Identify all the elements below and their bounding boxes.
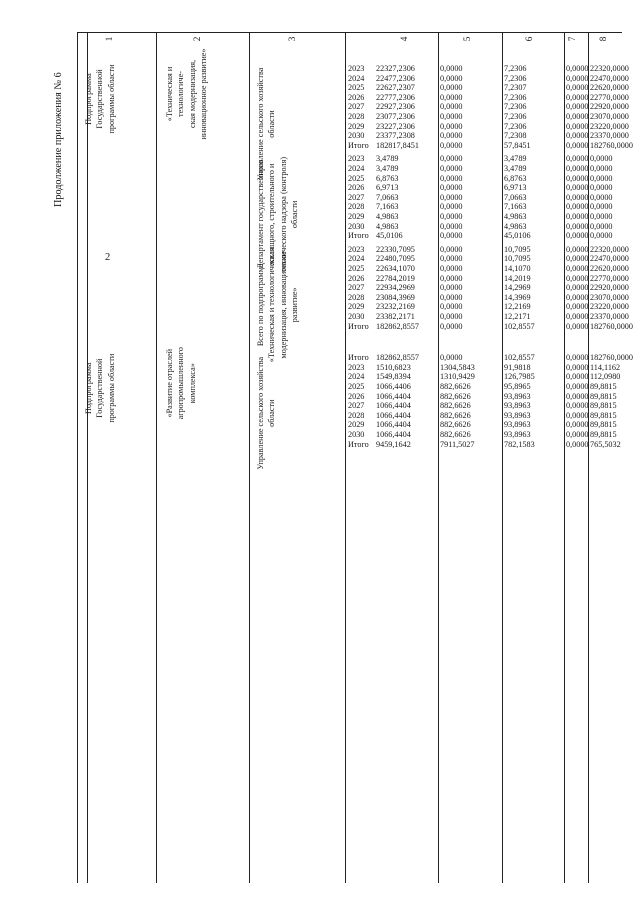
local-cell: 0,0000 — [566, 192, 589, 202]
regional-cell: 6,8763 — [504, 173, 527, 183]
extra-cell: 23370,0000 — [590, 312, 629, 321]
federal-cell: 0,0000 — [440, 202, 463, 212]
total-cell: 1510,6823 — [376, 362, 411, 372]
year-cell: 2023 — [348, 154, 365, 164]
regional-cell: 4,9863 — [504, 212, 527, 221]
federal-cell: 0,0000 — [440, 273, 463, 283]
local-cell: 0,0000 — [566, 92, 589, 102]
total-cell: 4,9863 — [376, 212, 399, 221]
regional-cell: 7,2307 — [504, 83, 527, 93]
column-header: 7 — [567, 36, 577, 42]
regional-cell: 6,9713 — [504, 183, 527, 193]
extra-cell: 22320,0000 — [590, 244, 629, 254]
local-cell: 0,0000 — [566, 121, 589, 131]
total-cell: 3,4789 — [376, 154, 399, 164]
regional-cell: 7,2308 — [504, 131, 527, 141]
federal-cell: 0,0000 — [440, 102, 463, 112]
total-cell: 22634,1070 — [376, 264, 415, 273]
regional-cell: 93,8963 — [504, 430, 531, 439]
regional-cell: 4,9863 — [504, 221, 527, 231]
regional-cell: 93,8963 — [504, 410, 531, 420]
year-cell: 2026 — [348, 92, 365, 102]
federal-cell: 0,0000 — [440, 173, 463, 183]
extra-cell: 0,0000 — [590, 231, 613, 241]
responsible-executor: Управление сельского хозяйства области — [256, 67, 277, 181]
local-cell: 0,0000 — [566, 410, 589, 420]
extra-cell: 182760,0000 — [590, 353, 633, 363]
year-cell: 2028 — [348, 112, 365, 121]
year-cell: 2026 — [348, 273, 365, 283]
local-cell: 0,0000 — [566, 244, 589, 254]
extra-cell: 0,0000 — [590, 192, 613, 202]
year-cell: 2028 — [348, 410, 365, 420]
responsible-executor: Всего по подпрограмме «Техническая и технологическая модернизация, инновационное развитие» — [256, 247, 300, 363]
local-cell: 0,0000 — [566, 64, 589, 73]
total-cell: 7,1663 — [376, 202, 399, 212]
local-cell: 0,0000 — [566, 154, 589, 164]
year-cell: 2024 — [348, 73, 365, 83]
local-cell: 0,0000 — [566, 439, 589, 449]
rotated-table-page — [22, 13, 633, 893]
total-cell: 9459,1642 — [376, 439, 411, 449]
subprogram-label: Подпрограмма Государственной программы области — [84, 353, 116, 423]
column-header: 3 — [287, 36, 297, 42]
year-cell: 2030 — [348, 430, 365, 439]
regional-cell: 95,8965 — [504, 382, 531, 391]
federal-cell: 882,6626 — [440, 391, 471, 401]
extra-cell: 112,0980 — [590, 372, 621, 382]
column-header: 1 — [104, 36, 114, 42]
local-cell: 0,0000 — [566, 302, 589, 312]
extra-cell: 89,8815 — [590, 382, 617, 391]
regional-cell: 14,2969 — [504, 283, 531, 293]
regional-cell: 14,2019 — [504, 273, 531, 283]
federal-cell: 0,0000 — [440, 254, 463, 264]
column-header: 5 — [462, 36, 472, 42]
regional-cell: 10,7095 — [504, 244, 531, 254]
year-cell: Итого — [348, 439, 369, 449]
responsible-executor: Управление сельского хозяйства области — [256, 356, 277, 470]
extra-cell: 23070,0000 — [590, 292, 629, 302]
year-cell: 2028 — [348, 292, 365, 302]
total-cell: 45,0106 — [376, 231, 403, 241]
year-cell: 2025 — [348, 382, 365, 391]
year-cell: 2029 — [348, 121, 365, 131]
federal-cell: 0,0000 — [440, 164, 463, 173]
extra-cell: 23220,0000 — [590, 121, 629, 131]
total-cell: 182862,8557 — [376, 321, 419, 331]
regional-cell: 7,2306 — [504, 73, 527, 83]
regional-cell: 57,8451 — [504, 140, 531, 150]
regional-cell: 7,1663 — [504, 202, 527, 212]
federal-cell: 882,6626 — [440, 382, 471, 391]
federal-cell: 7911,5027 — [440, 439, 475, 449]
federal-cell: 1304,5843 — [440, 362, 475, 372]
local-cell: 0,0000 — [566, 264, 589, 273]
regional-cell: 126,7985 — [504, 372, 535, 382]
extra-cell: 0,0000 — [590, 154, 613, 164]
column-divider — [502, 33, 503, 883]
regional-cell: 14,3969 — [504, 292, 531, 302]
column-header: 4 — [399, 36, 409, 42]
year-cell: 2023 — [348, 362, 365, 372]
total-cell: 1066,4406 — [376, 382, 411, 391]
year-cell: Итого — [348, 231, 369, 241]
extra-cell: 89,8815 — [590, 410, 617, 420]
total-cell: 23377,2308 — [376, 131, 415, 141]
regional-cell: 7,2306 — [504, 121, 527, 131]
subprogram-label: Подпрограмма Государственной программы области — [84, 64, 116, 134]
extra-cell: 114,1162 — [590, 362, 621, 372]
local-cell: 0,0000 — [566, 231, 589, 241]
regional-cell: 91,9818 — [504, 362, 531, 372]
extra-cell: 22620,0000 — [590, 264, 629, 273]
regional-cell: 45,0106 — [504, 231, 531, 241]
local-cell: 0,0000 — [566, 420, 589, 430]
federal-cell: 0,0000 — [440, 353, 463, 363]
federal-cell: 0,0000 — [440, 231, 463, 241]
federal-cell: 0,0000 — [440, 312, 463, 321]
local-cell: 0,0000 — [566, 212, 589, 221]
regional-cell: 93,8963 — [504, 401, 531, 411]
regional-cell: 10,7095 — [504, 254, 531, 264]
year-cell: 2027 — [348, 102, 365, 112]
local-cell: 0,0000 — [566, 430, 589, 439]
subprogram-name: «Техническая и технологиче- ская модернизация, инновационное развитие» — [165, 48, 209, 140]
column-divider — [345, 33, 346, 883]
local-cell: 0,0000 — [566, 283, 589, 293]
local-cell: 0,0000 — [566, 273, 589, 283]
extra-cell: 22320,0000 — [590, 64, 629, 73]
local-cell: 0,0000 — [566, 254, 589, 264]
total-cell: 22784,2019 — [376, 273, 415, 283]
federal-cell: 0,0000 — [440, 131, 463, 141]
extra-cell: 22770,0000 — [590, 273, 629, 283]
total-cell: 6,8763 — [376, 173, 399, 183]
local-cell: 0,0000 — [566, 391, 589, 401]
regional-cell: 7,0663 — [504, 192, 527, 202]
local-cell: 0,0000 — [566, 131, 589, 141]
total-cell: 1066,4404 — [376, 410, 411, 420]
year-cell: 2028 — [348, 202, 365, 212]
year-cell: 2030 — [348, 221, 365, 231]
federal-cell: 882,6626 — [440, 420, 471, 430]
year-cell: 2029 — [348, 420, 365, 430]
local-cell: 0,0000 — [566, 183, 589, 193]
year-cell: 2029 — [348, 302, 365, 312]
extra-cell: 0,0000 — [590, 164, 613, 173]
regional-cell: 3,4789 — [504, 154, 527, 164]
total-cell: 182862,8557 — [376, 353, 419, 363]
extra-cell: 0,0000 — [590, 183, 613, 193]
local-cell: 0,0000 — [566, 312, 589, 321]
year-cell: 2027 — [348, 192, 365, 202]
total-cell: 22327,2306 — [376, 64, 415, 73]
year-cell: 2025 — [348, 173, 365, 183]
responsible-executor: Департамент государственного жилищного, строительного и технического надзора (контроля) области — [256, 156, 300, 272]
extra-cell: 22620,0000 — [590, 83, 629, 93]
local-cell: 0,0000 — [566, 83, 589, 93]
local-cell: 0,0000 — [566, 202, 589, 212]
total-cell: 1549,8394 — [376, 372, 411, 382]
total-cell: 22934,2969 — [376, 283, 415, 293]
year-cell: 2027 — [348, 283, 365, 293]
local-cell: 0,0000 — [566, 382, 589, 391]
federal-cell: 0,0000 — [440, 221, 463, 231]
federal-cell: 0,0000 — [440, 244, 463, 254]
regional-cell: 3,4789 — [504, 164, 527, 173]
extra-cell: 0,0000 — [590, 212, 613, 221]
regional-cell: 12,2171 — [504, 312, 531, 321]
total-cell: 23227,2306 — [376, 121, 415, 131]
year-cell: 2030 — [348, 131, 365, 141]
extra-cell: 89,8815 — [590, 420, 617, 430]
header-title: Продолжение приложения № 6 — [53, 72, 64, 207]
federal-cell: 0,0000 — [440, 192, 463, 202]
extra-cell: 0,0000 — [590, 202, 613, 212]
regional-cell: 782,1583 — [504, 439, 535, 449]
extra-cell: 182760,0000 — [590, 140, 633, 150]
column-header: 2 — [192, 36, 202, 42]
total-cell: 22777,2306 — [376, 92, 415, 102]
total-cell: 7,0663 — [376, 192, 399, 202]
extra-cell: 765,5032 — [590, 439, 621, 449]
local-cell: 0,0000 — [566, 112, 589, 121]
column-divider — [156, 33, 157, 883]
total-cell: 182817,8451 — [376, 140, 419, 150]
federal-cell: 0,0000 — [440, 83, 463, 93]
total-cell: 1066,4404 — [376, 391, 411, 401]
total-cell: 23077,2306 — [376, 112, 415, 121]
extra-cell: 22470,0000 — [590, 73, 629, 83]
local-cell: 0,0000 — [566, 321, 589, 331]
local-cell: 0,0000 — [566, 73, 589, 83]
extra-cell: 89,8815 — [590, 401, 617, 411]
extra-cell: 89,8815 — [590, 391, 617, 401]
regional-cell: 7,2306 — [504, 112, 527, 121]
column-divider — [249, 33, 250, 883]
year-cell: 2029 — [348, 212, 365, 221]
total-cell: 1066,4404 — [376, 401, 411, 411]
federal-cell: 0,0000 — [440, 92, 463, 102]
federal-cell: 0,0000 — [440, 264, 463, 273]
extra-cell: 182760,0000 — [590, 321, 633, 331]
year-cell: 2024 — [348, 372, 365, 382]
year-cell: 2030 — [348, 312, 365, 321]
page-number: 2 — [105, 252, 111, 263]
extra-cell: 0,0000 — [590, 221, 613, 231]
federal-cell: 0,0000 — [440, 154, 463, 164]
column-header: 6 — [524, 36, 534, 42]
regional-cell: 7,2306 — [504, 92, 527, 102]
local-cell: 0,0000 — [566, 353, 589, 363]
local-cell: 0,0000 — [566, 372, 589, 382]
local-cell: 0,0000 — [566, 401, 589, 411]
federal-cell: 1310,9429 — [440, 372, 475, 382]
year-cell: 2024 — [348, 254, 365, 264]
regional-cell: 12,2169 — [504, 302, 531, 312]
total-cell: 22477,2306 — [376, 73, 415, 83]
local-cell: 0,0000 — [566, 102, 589, 112]
total-cell: 22627,2307 — [376, 83, 415, 93]
extra-cell: 23220,0000 — [590, 302, 629, 312]
federal-cell: 882,6626 — [440, 410, 471, 420]
table-top-border — [77, 33, 78, 883]
regional-cell: 14,1070 — [504, 264, 531, 273]
regional-cell: 7,2306 — [504, 102, 527, 112]
local-cell: 0,0000 — [566, 292, 589, 302]
extra-cell: 23370,0000 — [590, 131, 629, 141]
year-cell: 2025 — [348, 264, 365, 273]
federal-cell: 0,0000 — [440, 302, 463, 312]
year-cell: Итого — [348, 321, 369, 331]
federal-cell: 0,0000 — [440, 73, 463, 83]
year-cell: 2027 — [348, 401, 365, 411]
extra-cell: 23070,0000 — [590, 112, 629, 121]
total-cell: 6,9713 — [376, 183, 399, 193]
year-cell: 2023 — [348, 64, 365, 73]
extra-cell: 0,0000 — [590, 173, 613, 183]
regional-cell: 102,8557 — [504, 321, 535, 331]
local-cell: 0,0000 — [566, 164, 589, 173]
year-cell: 2024 — [348, 164, 365, 173]
year-cell: 2026 — [348, 183, 365, 193]
regional-cell: 7,2306 — [504, 64, 527, 73]
federal-cell: 0,0000 — [440, 121, 463, 131]
federal-cell: 0,0000 — [440, 183, 463, 193]
year-cell: 2025 — [348, 83, 365, 93]
column-divider — [438, 33, 439, 883]
regional-cell: 93,8963 — [504, 420, 531, 430]
total-cell: 23084,3969 — [376, 292, 415, 302]
federal-cell: 0,0000 — [440, 112, 463, 121]
federal-cell: 0,0000 — [440, 283, 463, 293]
federal-cell: 882,6626 — [440, 430, 471, 439]
federal-cell: 0,0000 — [440, 64, 463, 73]
federal-cell: 0,0000 — [440, 292, 463, 302]
extra-cell: 22770,0000 — [590, 92, 629, 102]
local-cell: 0,0000 — [566, 173, 589, 183]
total-cell: 1066,4404 — [376, 430, 411, 439]
total-cell: 22927,2306 — [376, 102, 415, 112]
extra-cell: 22470,0000 — [590, 254, 629, 264]
federal-cell: 882,6626 — [440, 401, 471, 411]
year-cell: 2023 — [348, 244, 365, 254]
year-cell: Итого — [348, 140, 369, 150]
local-cell: 0,0000 — [566, 140, 589, 150]
regional-cell: 102,8557 — [504, 353, 535, 363]
total-cell: 22330,7095 — [376, 244, 415, 254]
total-cell: 23382,2171 — [376, 312, 415, 321]
federal-cell: 0,0000 — [440, 321, 463, 331]
extra-cell: 22920,0000 — [590, 102, 629, 112]
subprogram-name: «Развитие отраслей агропромышленного комплекса» — [165, 347, 197, 420]
regional-cell: 93,8963 — [504, 391, 531, 401]
total-cell: 23232,2169 — [376, 302, 415, 312]
year-cell: 2026 — [348, 391, 365, 401]
total-cell: 1066,4404 — [376, 420, 411, 430]
federal-cell: 0,0000 — [440, 140, 463, 150]
local-cell: 0,0000 — [566, 362, 589, 372]
extra-cell: 22920,0000 — [590, 283, 629, 293]
total-cell: 4,9863 — [376, 221, 399, 231]
header-row-border — [87, 33, 88, 883]
total-cell: 3,4789 — [376, 164, 399, 173]
table-right-border — [77, 32, 622, 33]
column-divider — [564, 33, 565, 883]
federal-cell: 0,0000 — [440, 212, 463, 221]
extra-cell: 89,8815 — [590, 430, 617, 439]
column-header: 8 — [598, 36, 608, 42]
total-cell: 22480,7095 — [376, 254, 415, 264]
local-cell: 0,0000 — [566, 221, 589, 231]
year-cell: Итого — [348, 353, 369, 363]
